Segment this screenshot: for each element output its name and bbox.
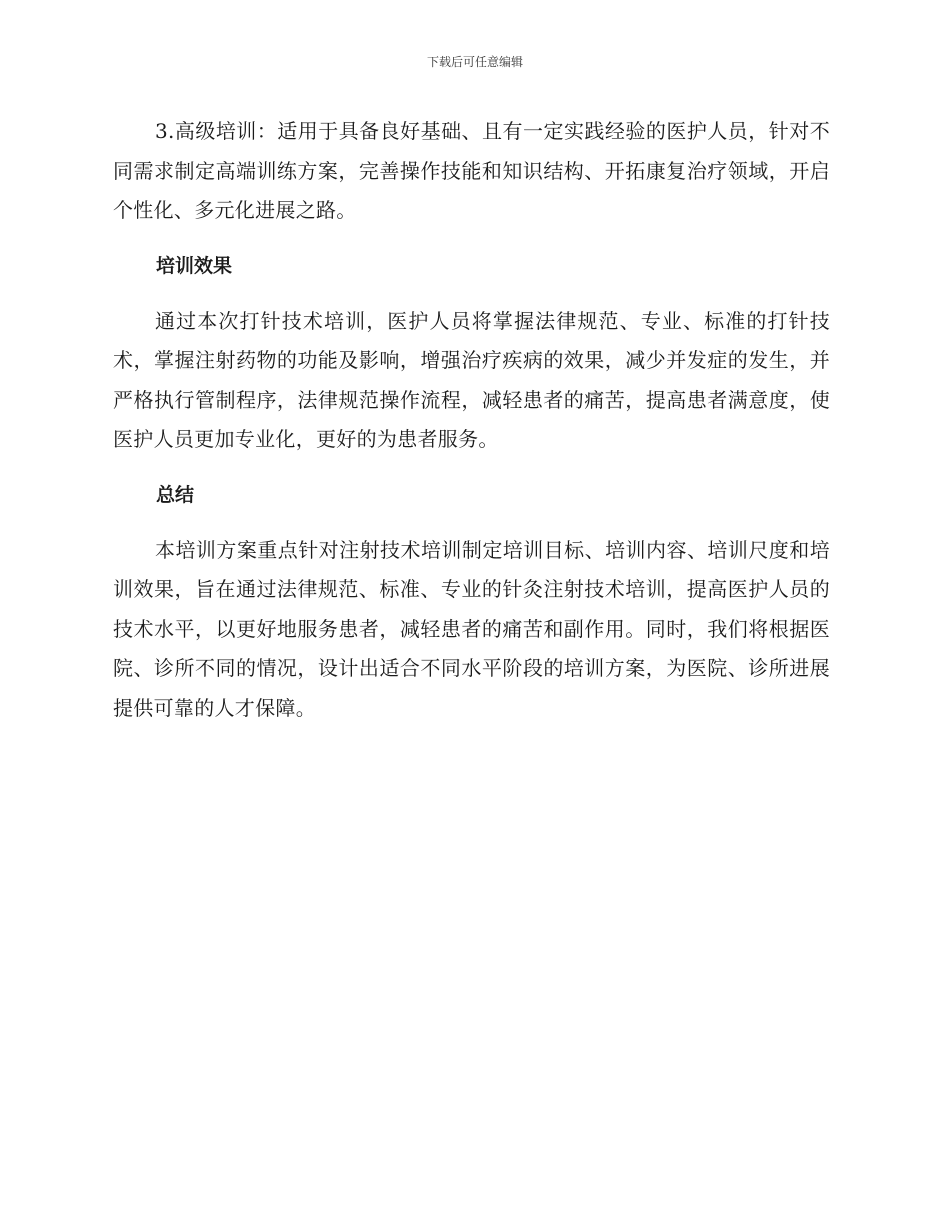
- section-heading-effect: 培训效果: [156, 254, 233, 277]
- page-header: 下载后可任意编辑: [426, 55, 523, 69]
- paragraph-effect: 通过本次打针技术培训，医护人员将掌握法律规范、专业、标准的打针技术，掌握注射药物的功能及影响，增强治疗疾病的效果，减少并发症的发生，并严格执行管制程序，法律规范操作流程，减轻患者的痛苦，提高患者满意度，使医护人员更加专业化，更好的为患者服务。: [113, 308, 830, 451]
- paragraph-advanced-training: 3.高级培训：适用于具备良好基础、且有一定实践经验的医护人员，针对不同需求制定高端训练方案，完善操作技能和知识结构、开拓康复治疗领域，开启个性化、多元化进展之路。: [113, 119, 830, 222]
- paragraph-summary: 本培训方案重点针对注射技术培训制定培训目标、培训内容、培训尺度和培训效果，旨在通过法律规范、标准、专业的针灸注射技术培训，提高医护人员的技术水平，以更好地服务患者，减轻患者的痛苦和副作用。同时，我们将根据医院、诊所不同的情况，设计出适合不同水平阶段的培训方案，为医院、诊所进展提供可靠的人才保障。: [113, 537, 830, 720]
- spacer: [113, 460, 830, 476]
- section-heading-summary: 总结: [156, 483, 195, 506]
- spacer: [113, 231, 830, 247]
- spacer: [113, 515, 830, 531]
- document-body: [113, 112, 830, 728]
- spacer: [113, 286, 830, 302]
